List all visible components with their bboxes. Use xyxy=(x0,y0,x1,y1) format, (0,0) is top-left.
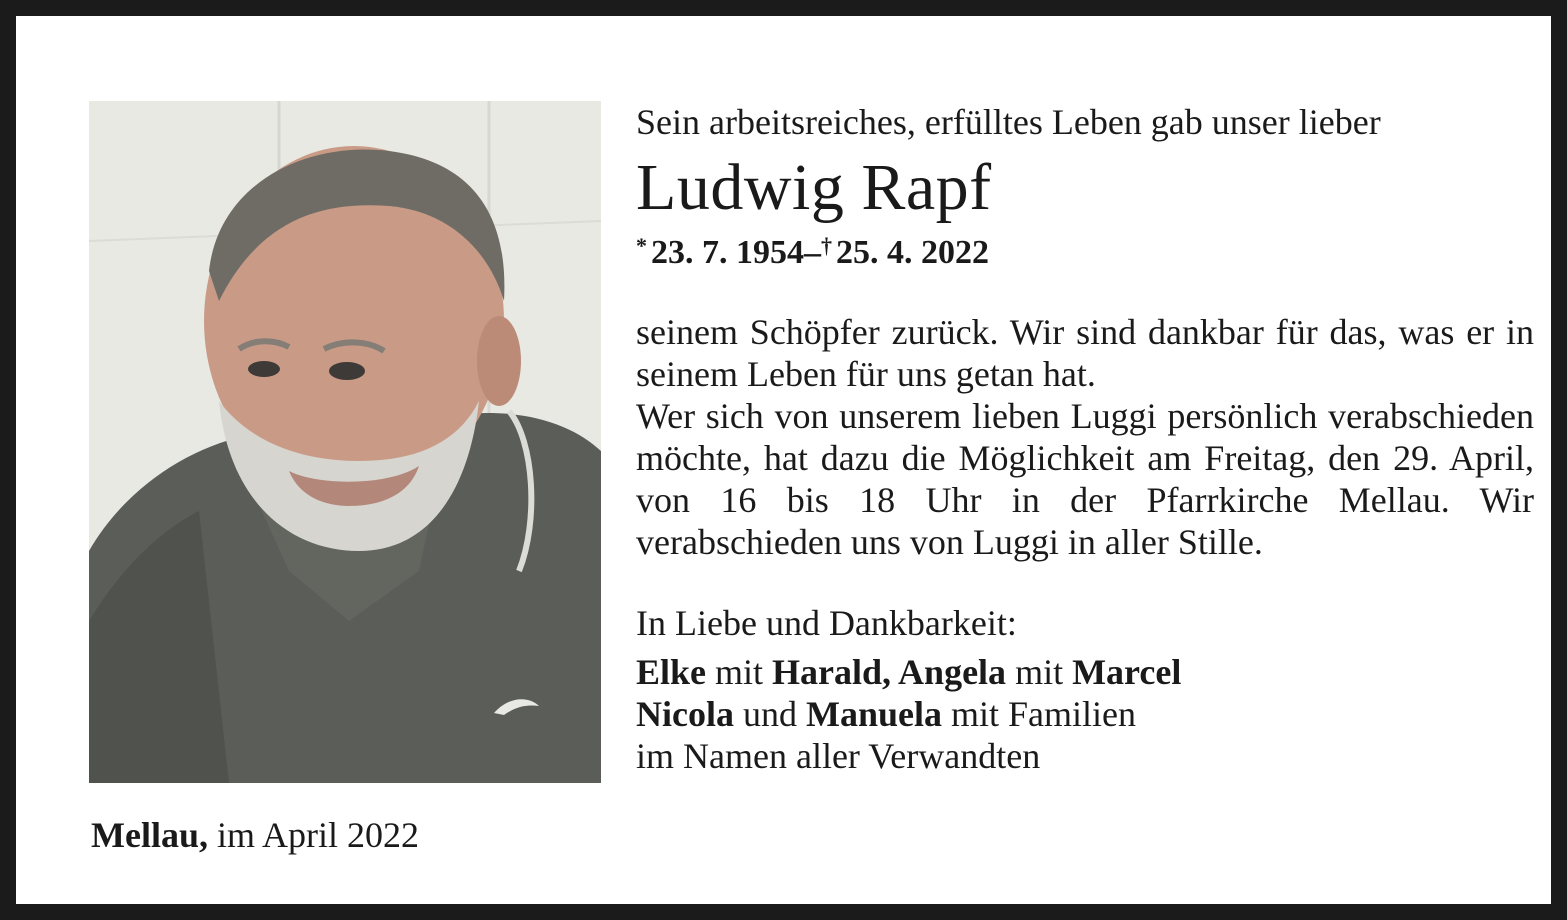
family-name: Manuela xyxy=(805,694,942,734)
portrait-photo xyxy=(89,101,601,783)
date-text: im April 2022 xyxy=(207,815,419,855)
family-connector: mit xyxy=(706,652,773,692)
family-name: Harald, Angela xyxy=(772,652,1007,692)
obituary-body xyxy=(636,311,1534,563)
family-line-2 xyxy=(636,693,1536,735)
family-line-1 xyxy=(636,651,1536,693)
death-symbol: † xyxy=(821,233,832,258)
date-separator: – xyxy=(804,234,821,271)
obituary-text xyxy=(636,100,1536,777)
family-name: Nicola xyxy=(636,694,734,734)
body-paragraph-2: Wer sich von unserem lieben Luggi persönlich verabschieden möchte, hat dazu die Möglichkeit am Freitag, den 29. April, von 16 bis 18 Uhr in der Pfarrkirche Mellau. Wir verabschieden uns von Luggi in aller Stille. xyxy=(636,396,1534,562)
birth-symbol: * xyxy=(636,233,647,258)
place-and-date xyxy=(91,814,419,856)
deceased-name: Ludwig Rapf xyxy=(636,151,992,224)
family-connector: mit xyxy=(1006,652,1073,692)
family-line-3: im Namen aller Verwandten xyxy=(636,736,1041,776)
body-paragraph-1: seinem Schöpfer zurück. Wir sind dankbar für das, was er in seinem Leben für uns getan hat. xyxy=(636,312,1534,394)
birth-date: 23. 7. 1954 xyxy=(651,234,804,271)
family-name: Marcel xyxy=(1072,652,1182,692)
closing-line: In Liebe und Dankbarkeit: xyxy=(636,603,1017,643)
life-dates xyxy=(636,226,1536,273)
intro-line: Sein arbeitsreiches, erfülltes Leben gab unser lieber xyxy=(636,102,1381,142)
family-name: Elke xyxy=(636,652,707,692)
family-connector: und xyxy=(733,694,806,734)
death-date: 25. 4. 2022 xyxy=(836,234,989,271)
family-connector: mit Familien xyxy=(942,694,1136,734)
place-name: Mellau, xyxy=(91,815,208,855)
portrait-illustration xyxy=(89,101,601,783)
family-signatures xyxy=(636,651,1536,777)
